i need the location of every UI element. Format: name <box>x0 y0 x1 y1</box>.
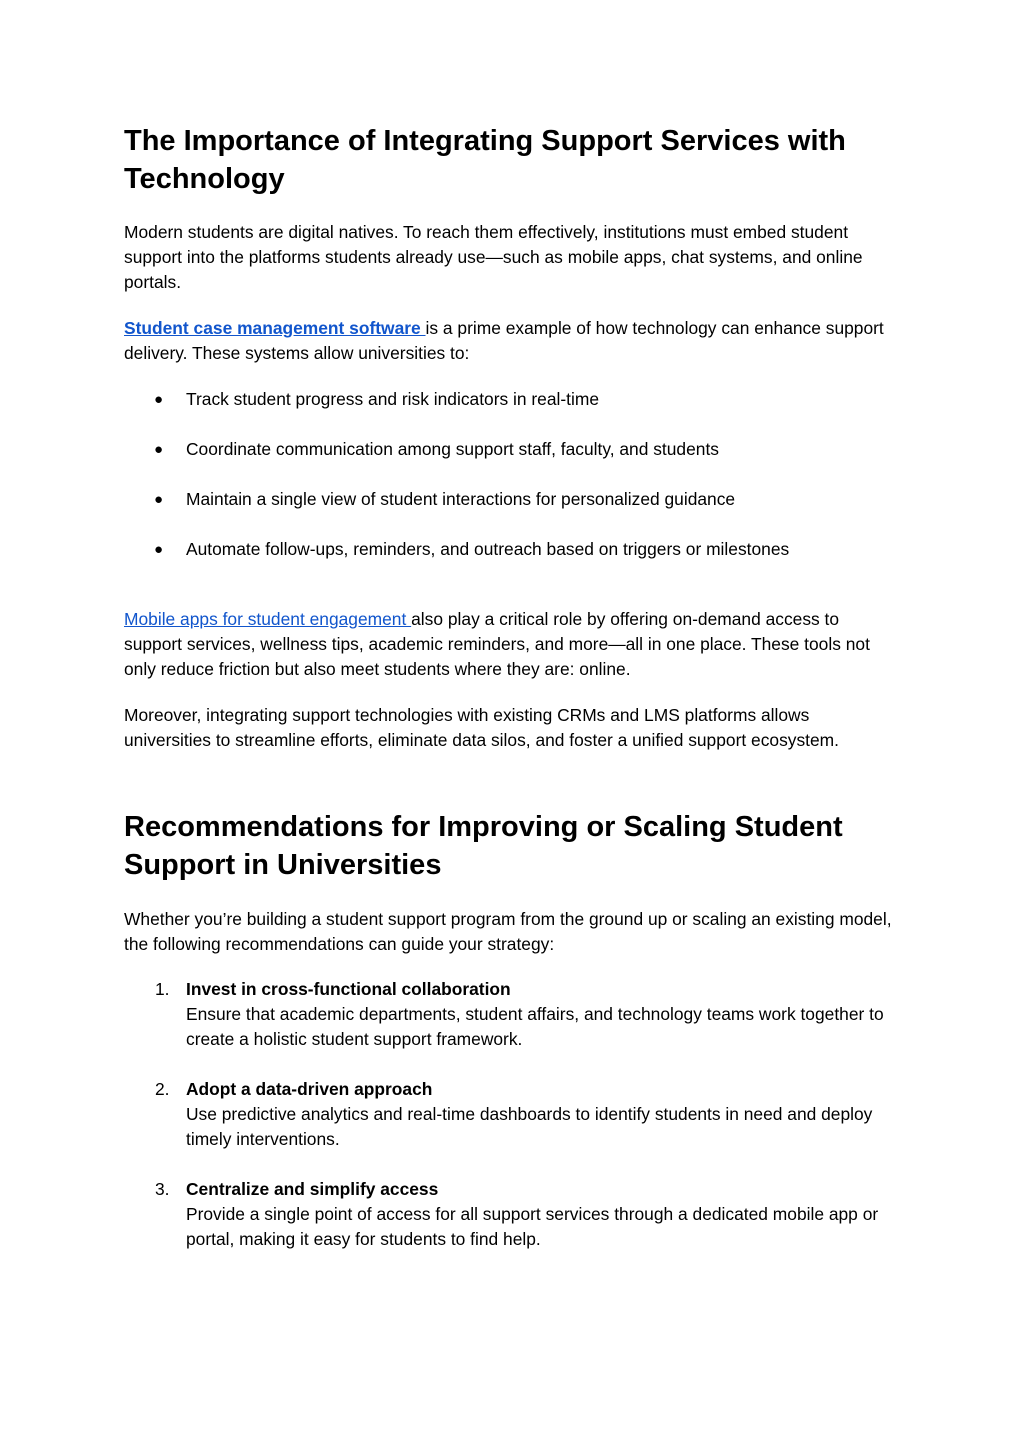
list-item-text: Track student progress and risk indicators in real-time <box>186 389 600 409</box>
intro-paragraph: Modern students are digital natives. To reach them effectively, institutions must embed student support into the platforms students already use—such as mobile apps, chat systems, and online portals. <box>124 222 863 292</box>
bullet-icon: ● <box>154 391 164 408</box>
recommendation-number: 3. <box>155 1179 170 1199</box>
recommendation-number: 1. <box>155 979 170 999</box>
bullet-icon: ● <box>154 491 164 508</box>
recommendation-body: Use predictive analytics and real-time dashboards to identify students in need and deploy timely interventions. <box>186 1104 873 1149</box>
recommendation-title: Adopt a data-driven approach <box>186 1079 433 1099</box>
recommendations-intro: Whether you’re building a student support program from the ground up or scaling an existing model, the following recommendations can guide your strategy: <box>124 909 892 954</box>
list-item <box>124 387 900 437</box>
list-item <box>124 537 900 587</box>
capabilities-list <box>124 387 900 587</box>
recommendations-list <box>124 977 900 1277</box>
recommendation-item <box>124 1077 900 1177</box>
recommendation-number: 2. <box>155 1079 170 1099</box>
list-item <box>124 437 900 487</box>
section-heading-recommendations: Recommendations for Improving or Scaling Student Support in Universities <box>124 811 843 881</box>
section-heading-technology: The Importance of Integrating Support Services with Technology <box>124 125 846 195</box>
recommendation-title: Centralize and simplify access <box>186 1179 439 1199</box>
case-management-link[interactable]: Student case management software <box>124 318 426 338</box>
mobile-apps-paragraph <box>124 607 900 682</box>
recommendation-body: Ensure that academic departments, student affairs, and technology teams work together to create a holistic student support framework. <box>186 1004 884 1049</box>
recommendation-item <box>124 1177 900 1277</box>
list-item-text: Coordinate communication among support staff, faculty, and students <box>186 439 719 459</box>
recommendation-body: Provide a single point of access for all support services through a dedicated mobile app or portal, making it easy for students to find help. <box>186 1204 879 1249</box>
mobile-apps-text: also play a critical role by offering on-demand access to support services, wellness tips, academic reminders, and more—all in one place. These tools not only reduce friction but also meet students where they are: online. <box>124 609 870 679</box>
bullet-icon: ● <box>154 441 164 458</box>
recommendation-title: Invest in cross-functional collaboration <box>186 979 511 999</box>
recommendation-item <box>124 977 900 1077</box>
mobile-apps-link[interactable]: Mobile apps for student engagement <box>124 609 412 629</box>
bullet-icon: ● <box>154 541 164 558</box>
case-management-paragraph <box>124 316 900 366</box>
case-management-text: is a prime example of how technology can enhance support delivery. These systems allow universities to: <box>124 318 884 363</box>
list-item-text: Automate follow-ups, reminders, and outreach based on triggers or milestones <box>186 539 790 559</box>
list-item <box>124 487 900 537</box>
list-item-text: Maintain a single view of student interactions for personalized guidance <box>186 489 736 509</box>
integration-paragraph: Moreover, integrating support technologies with existing CRMs and LMS platforms allows universities to streamline efforts, eliminate data silos, and foster a unified support ecosystem. <box>124 705 839 750</box>
